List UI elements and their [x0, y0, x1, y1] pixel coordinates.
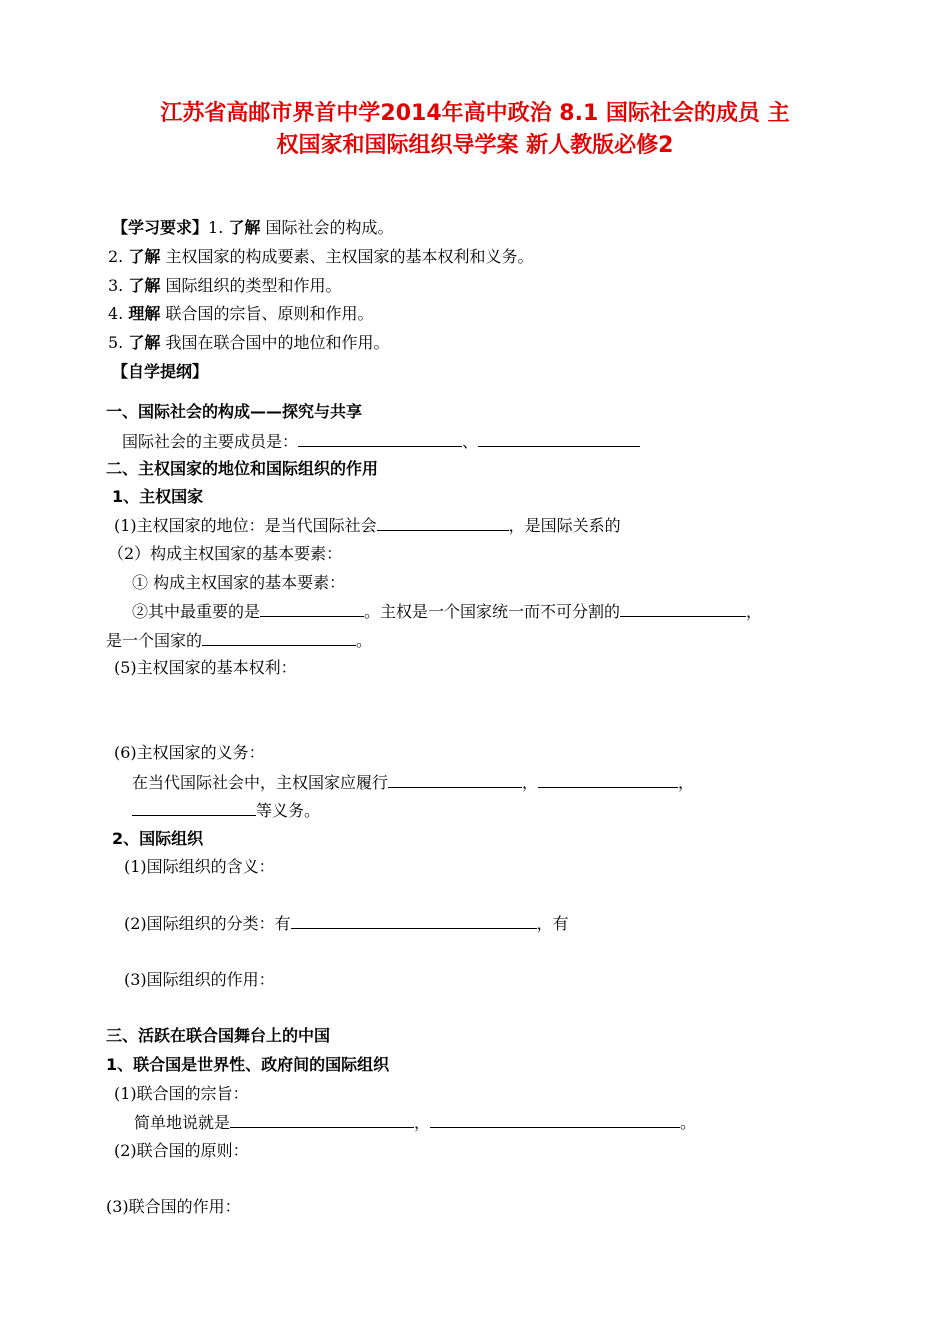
requirement-2: 2. 了解 主权国家的构成要素、主权国家的基本权利和义务。 [108, 247, 534, 266]
duties-line-2: 等义务。 [132, 799, 320, 822]
title-line-1: 江苏省高邮市界首中学2014年高中政治 8.1 国际社会的成员 主 [160, 101, 790, 126]
org-meaning: (1)国际组织的含义： [124, 857, 275, 876]
blank-field[interactable] [478, 430, 640, 447]
outline-heading: 【自学提纲】 [112, 362, 209, 381]
state-rights: (5)主权国家的基本权利： [114, 658, 297, 677]
un-purpose: (1)联合国的宗旨： [114, 1084, 249, 1103]
un-purpose-line: 简单地说就是 ， 。 [134, 1113, 697, 1132]
elements-answer: ① 构成主权国家的基本要素： [132, 573, 346, 592]
requirements-heading: 【学习要求】 [112, 218, 209, 237]
requirement-4: 4. 理解 联合国的宗旨、原则和作用。 [108, 304, 374, 323]
un-principles: (2)联合国的原则： [114, 1141, 249, 1160]
blank-field[interactable] [538, 771, 678, 788]
blank-field[interactable] [202, 629, 356, 646]
title-line-2: 权国家和国际组织导学案 新人教版必修2 [276, 133, 674, 158]
sovereign-state-heading: 1、主权国家 [112, 487, 204, 506]
sovereignty-line-2: 是一个国家的 。 [106, 631, 373, 650]
requirement-5: 5. 了解 我国在联合国中的地位和作用。 [108, 333, 390, 352]
members-line: 国际社会的主要成员是： 、 [122, 430, 640, 453]
un-heading: 1、联合国是世界性、政府间的国际组织 [106, 1055, 390, 1074]
blank-field[interactable] [260, 600, 364, 617]
blank-field[interactable] [298, 430, 462, 447]
document-title [60, 98, 890, 162]
state-status-line: (1)主权国家的地位：是当代国际社会 ，是国际关系的 [114, 516, 621, 535]
blank-field[interactable] [230, 1111, 414, 1128]
requirement-1: 【学习要求】1. 了解 国际社会的构成。 [112, 218, 394, 237]
org-classification-line: (2)国际组织的分类：有 ，有 [124, 914, 569, 933]
requirement-3: 3. 了解 国际组织的类型和作用。 [108, 276, 342, 295]
state-duties: (6)主权国家的义务： [114, 743, 265, 762]
org-role: (3)国际组织的作用： [124, 970, 275, 989]
section-3-heading: 三、活跃在联合国舞台上的中国 [106, 1026, 331, 1045]
blank-field[interactable] [132, 799, 256, 816]
elements-question: （2）构成主权国家的基本要素： [108, 544, 343, 563]
section-1-heading: 一、国际社会的构成——探究与共享 [106, 402, 363, 421]
blank-field[interactable] [291, 912, 537, 929]
blank-field[interactable] [430, 1111, 680, 1128]
section-2-heading: 二、主权国家的地位和国际组织的作用 [106, 459, 379, 478]
un-role: (3)联合国的作用： [106, 1197, 241, 1216]
blank-field[interactable] [388, 771, 522, 788]
sovereignty-line: ②其中最重要的是 。主权是一个国家统一而不可分割的 ， [132, 602, 763, 621]
duties-line: 在当代国际社会中，主权国家应履行 ， ， [132, 773, 695, 792]
blank-field[interactable] [620, 600, 746, 617]
intl-org-heading: 2、国际组织 [112, 829, 204, 848]
blank-field[interactable] [377, 514, 509, 531]
